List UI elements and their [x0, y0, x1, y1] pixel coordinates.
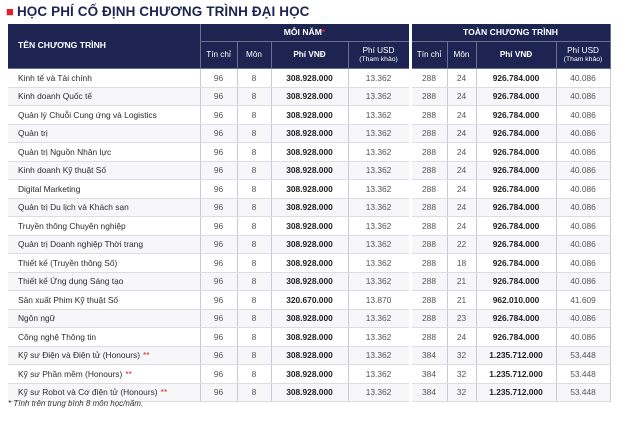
credits-total: 288: [410, 180, 447, 199]
fee-usd-per-year: 13.362: [348, 346, 410, 365]
fee-usd-per-year: 13.362: [348, 198, 410, 217]
fee-vnd-per-year: 308.928.000: [271, 217, 348, 236]
table-row: [8, 124, 610, 143]
fee-vnd-header-total: Phí VNĐ: [476, 42, 556, 69]
fee-vnd-per-year: 308.928.000: [271, 328, 348, 347]
fee-vnd-total: 962.010.000: [476, 291, 556, 310]
credits-per-year: 96: [200, 383, 237, 402]
fee-vnd-total: 926.784.000: [476, 124, 556, 143]
subjects-per-year: 8: [237, 161, 271, 180]
credits-total: 384: [410, 383, 447, 402]
fee-usd-per-year: 13.362: [348, 161, 410, 180]
fee-vnd-total: 926.784.000: [476, 180, 556, 199]
subjects-per-year: 8: [237, 328, 271, 347]
program-name: Thiết kế (Truyền thông Số): [8, 254, 200, 273]
subjects-header-total: Môn: [447, 42, 476, 69]
fee-usd-total: 41.609: [556, 291, 610, 310]
fee-usd-total: 40.086: [556, 217, 610, 236]
table-row: [8, 143, 610, 162]
fee-usd-per-year: 13.362: [348, 272, 410, 291]
tuition-table: [8, 24, 611, 402]
subjects-per-year: 8: [237, 198, 271, 217]
fee-usd-per-year: 13.362: [348, 124, 410, 143]
table-row: [8, 272, 610, 291]
table-row: [8, 309, 610, 328]
table-row: [8, 198, 610, 217]
fee-usd-total: 53.448: [556, 365, 610, 384]
full-program-header: TOÀN CHƯƠNG TRÌNH: [410, 24, 610, 42]
credits-per-year: 96: [200, 69, 237, 88]
subjects-per-year: 8: [237, 291, 271, 310]
fee-vnd-total: 926.784.000: [476, 217, 556, 236]
fee-vnd-per-year: 308.928.000: [271, 180, 348, 199]
subjects-total: 23: [447, 309, 476, 328]
credits-total: 288: [410, 254, 447, 273]
subjects-total: 24: [447, 69, 476, 88]
fee-usd-per-year: 13.362: [348, 217, 410, 236]
fee-vnd-total: 926.784.000: [476, 87, 556, 106]
program-name: Kỹ sư Phần mềm (Honours) **: [8, 365, 200, 384]
fee-vnd-per-year: 308.928.000: [271, 161, 348, 180]
subjects-total: 18: [447, 254, 476, 273]
table-row: [8, 217, 610, 236]
per-year-asterisk: *: [321, 26, 326, 37]
subjects-per-year: 8: [237, 87, 271, 106]
subjects-header: Môn: [237, 42, 271, 69]
fee-usd-total: 53.448: [556, 383, 610, 402]
credits-total: 288: [410, 235, 447, 254]
subjects-total: 22: [447, 235, 476, 254]
subjects-per-year: 8: [237, 217, 271, 236]
subjects-total: 24: [447, 180, 476, 199]
credits-per-year: 96: [200, 291, 237, 310]
credits-per-year: 96: [200, 272, 237, 291]
per-year-header: MỖI NĂM*: [200, 24, 410, 42]
fee-usd-total: 40.086: [556, 235, 610, 254]
subjects-per-year: 8: [237, 106, 271, 125]
fee-usd-total: 40.086: [556, 309, 610, 328]
fee-vnd-total: 926.784.000: [476, 272, 556, 291]
program-name: Quản trị Nguồn Nhân lực: [8, 143, 200, 162]
credits-total: 288: [410, 309, 447, 328]
program-name: Quản trị Du lịch và Khách sạn: [8, 198, 200, 217]
subjects-per-year: 8: [237, 124, 271, 143]
subjects-total: 32: [447, 346, 476, 365]
table-row: [8, 69, 610, 88]
fee-vnd-per-year: 308.928.000: [271, 198, 348, 217]
footnote: * Tính trên trung bình 8 môn học/năm.: [8, 399, 144, 408]
credits-total: 288: [410, 161, 447, 180]
credits-total: 384: [410, 346, 447, 365]
subjects-per-year: 8: [237, 309, 271, 328]
credits-total: 288: [410, 272, 447, 291]
square-bullet-icon: ■: [6, 4, 14, 19]
fee-vnd-per-year: 308.928.000: [271, 346, 348, 365]
fee-usd-per-year: 13.870: [348, 291, 410, 310]
program-name: Quản trị Doanh nghiệp Thời trang: [8, 235, 200, 254]
fee-usd-total: 40.086: [556, 106, 610, 125]
fee-vnd-total: 926.784.000: [476, 143, 556, 162]
subjects-per-year: 8: [237, 365, 271, 384]
fee-vnd-per-year: 308.928.000: [271, 383, 348, 402]
fee-vnd-per-year: 308.928.000: [271, 69, 348, 88]
table-row: [8, 328, 610, 347]
credits-per-year: 96: [200, 365, 237, 384]
fee-usd-per-year: 13.362: [348, 383, 410, 402]
fee-usd-total: 40.086: [556, 198, 610, 217]
credits-per-year: 96: [200, 87, 237, 106]
fee-vnd-per-year: 308.928.000: [271, 235, 348, 254]
subjects-total: 24: [447, 161, 476, 180]
subjects-total: 24: [447, 143, 476, 162]
subjects-per-year: 8: [237, 254, 271, 273]
table-row: [8, 235, 610, 254]
program-name: Kinh tế và Tài chính: [8, 69, 200, 88]
credits-total: 288: [410, 69, 447, 88]
program-column-header: TÊN CHƯƠNG TRÌNH: [8, 24, 200, 69]
subjects-per-year: 8: [237, 272, 271, 291]
fee-vnd-per-year: 308.928.000: [271, 365, 348, 384]
table-row: [8, 346, 610, 365]
subjects-total: 24: [447, 198, 476, 217]
fee-usd-total: 40.086: [556, 180, 610, 199]
table-row: [8, 365, 610, 384]
fee-vnd-total: 926.784.000: [476, 161, 556, 180]
program-name: Digital Marketing: [8, 180, 200, 199]
fee-vnd-per-year: 308.928.000: [271, 87, 348, 106]
program-name: Công nghệ Thông tin: [8, 328, 200, 347]
fee-usd-total: 40.086: [556, 143, 610, 162]
fee-usd-total: 53.448: [556, 346, 610, 365]
subjects-total: 24: [447, 217, 476, 236]
credits-per-year: 96: [200, 106, 237, 125]
fee-usd-total: 40.086: [556, 328, 610, 347]
fee-vnd-total: 926.784.000: [476, 235, 556, 254]
fee-usd-header: Phí USD (Tham khảo): [348, 42, 410, 69]
fee-usd-per-year: 13.362: [348, 180, 410, 199]
credits-header: Tín chỉ: [200, 42, 237, 69]
fee-usd-per-year: 13.362: [348, 87, 410, 106]
fee-vnd-total: 1.235.712.000: [476, 365, 556, 384]
page-title: [6, 4, 310, 19]
credits-per-year: 96: [200, 198, 237, 217]
fee-vnd-per-year: 320.670.000: [271, 291, 348, 310]
fee-usd-header-total: Phí USD (Tham khảo): [556, 42, 610, 69]
fee-usd-total: 40.086: [556, 272, 610, 291]
table-row: [8, 254, 610, 273]
honours-mark: **: [125, 368, 132, 379]
subjects-total: 24: [447, 328, 476, 347]
credits-total: 288: [410, 328, 447, 347]
credits-per-year: 96: [200, 161, 237, 180]
page-title-text: HỌC PHÍ CỐ ĐỊNH CHƯƠNG TRÌNH ĐẠI HỌC: [16, 4, 310, 19]
program-name: Kinh doanh Quốc tế: [8, 87, 200, 106]
subjects-per-year: 8: [237, 346, 271, 365]
program-name: Truyền thông Chuyên nghiệp: [8, 217, 200, 236]
table-row: [8, 180, 610, 199]
credits-total: 288: [410, 291, 447, 310]
fee-usd-per-year: 13.362: [348, 106, 410, 125]
table-row: [8, 106, 610, 125]
fee-vnd-per-year: 308.928.000: [271, 124, 348, 143]
fee-usd-total: 40.086: [556, 69, 610, 88]
credits-per-year: 96: [200, 235, 237, 254]
fee-vnd-total: 926.784.000: [476, 328, 556, 347]
fee-usd-total: 40.086: [556, 87, 610, 106]
fee-vnd-total: 1.235.712.000: [476, 383, 556, 402]
program-name: Sản xuất Phim Kỹ thuật Số: [8, 291, 200, 310]
fee-usd-total: 40.086: [556, 161, 610, 180]
credits-per-year: 96: [200, 346, 237, 365]
credits-total: 384: [410, 365, 447, 384]
credits-total: 288: [410, 143, 447, 162]
credits-header-total: Tín chỉ: [410, 42, 447, 69]
fee-vnd-total: 926.784.000: [476, 309, 556, 328]
subjects-total: 24: [447, 106, 476, 125]
subjects-per-year: 8: [237, 180, 271, 199]
program-name: Kinh doanh Kỹ thuật Số: [8, 161, 200, 180]
subjects-per-year: 8: [237, 69, 271, 88]
program-name: Quản trị: [8, 124, 200, 143]
subjects-total: 24: [447, 87, 476, 106]
fee-vnd-per-year: 308.928.000: [271, 143, 348, 162]
credits-per-year: 96: [200, 254, 237, 273]
credits-total: 288: [410, 124, 447, 143]
credits-total: 288: [410, 106, 447, 125]
program-name: Ngôn ngữ: [8, 309, 200, 328]
credits-total: 288: [410, 217, 447, 236]
credits-per-year: 96: [200, 180, 237, 199]
fee-vnd-total: 926.784.000: [476, 106, 556, 125]
fee-usd-per-year: 13.362: [348, 254, 410, 273]
subjects-total: 24: [447, 124, 476, 143]
fee-vnd-per-year: 308.928.000: [271, 309, 348, 328]
fee-vnd-total: 926.784.000: [476, 198, 556, 217]
credits-per-year: 96: [200, 328, 237, 347]
subjects-total: 21: [447, 291, 476, 310]
table-row: [8, 291, 610, 310]
fee-vnd-per-year: 308.928.000: [271, 272, 348, 291]
subjects-total: 21: [447, 272, 476, 291]
program-name: Quản lý Chuỗi Cung ứng và Logistics: [8, 106, 200, 125]
credits-total: 288: [410, 198, 447, 217]
credits-total: 288: [410, 87, 447, 106]
program-name: Thiết kế Ứng dụng Sáng tạo: [8, 272, 200, 291]
fee-vnd-total: 1.235.712.000: [476, 346, 556, 365]
fee-usd-per-year: 13.362: [348, 309, 410, 328]
honours-mark: **: [143, 350, 150, 361]
subjects-per-year: 8: [237, 235, 271, 254]
honours-mark: **: [160, 387, 168, 398]
fee-vnd-header: Phí VNĐ: [271, 42, 348, 69]
table-row: [8, 87, 610, 106]
fee-usd-per-year: 13.362: [348, 143, 410, 162]
program-name: Kỹ sư Robot và Cơ điện tử (Honours) **: [8, 383, 200, 402]
fee-usd-per-year: 13.362: [348, 365, 410, 384]
fee-usd-per-year: 13.362: [348, 69, 410, 88]
credits-per-year: 96: [200, 124, 237, 143]
fee-usd-per-year: 13.362: [348, 328, 410, 347]
credits-per-year: 96: [200, 217, 237, 236]
subjects-per-year: 8: [237, 383, 271, 402]
fee-vnd-per-year: 308.928.000: [271, 106, 348, 125]
table-row: [8, 161, 610, 180]
fee-usd-total: 40.086: [556, 124, 610, 143]
fee-usd-per-year: 13.362: [348, 235, 410, 254]
subjects-total: 32: [447, 383, 476, 402]
subjects-per-year: 8: [237, 143, 271, 162]
fee-vnd-per-year: 308.928.000: [271, 254, 348, 273]
fee-usd-total: 40.086: [556, 254, 610, 273]
program-name: Kỹ sư Điện và Điện tử (Honours) **: [8, 346, 200, 365]
fee-vnd-total: 926.784.000: [476, 69, 556, 88]
credits-per-year: 96: [200, 143, 237, 162]
subjects-total: 32: [447, 365, 476, 384]
fee-vnd-total: 926.784.000: [476, 254, 556, 273]
credits-per-year: 96: [200, 309, 237, 328]
